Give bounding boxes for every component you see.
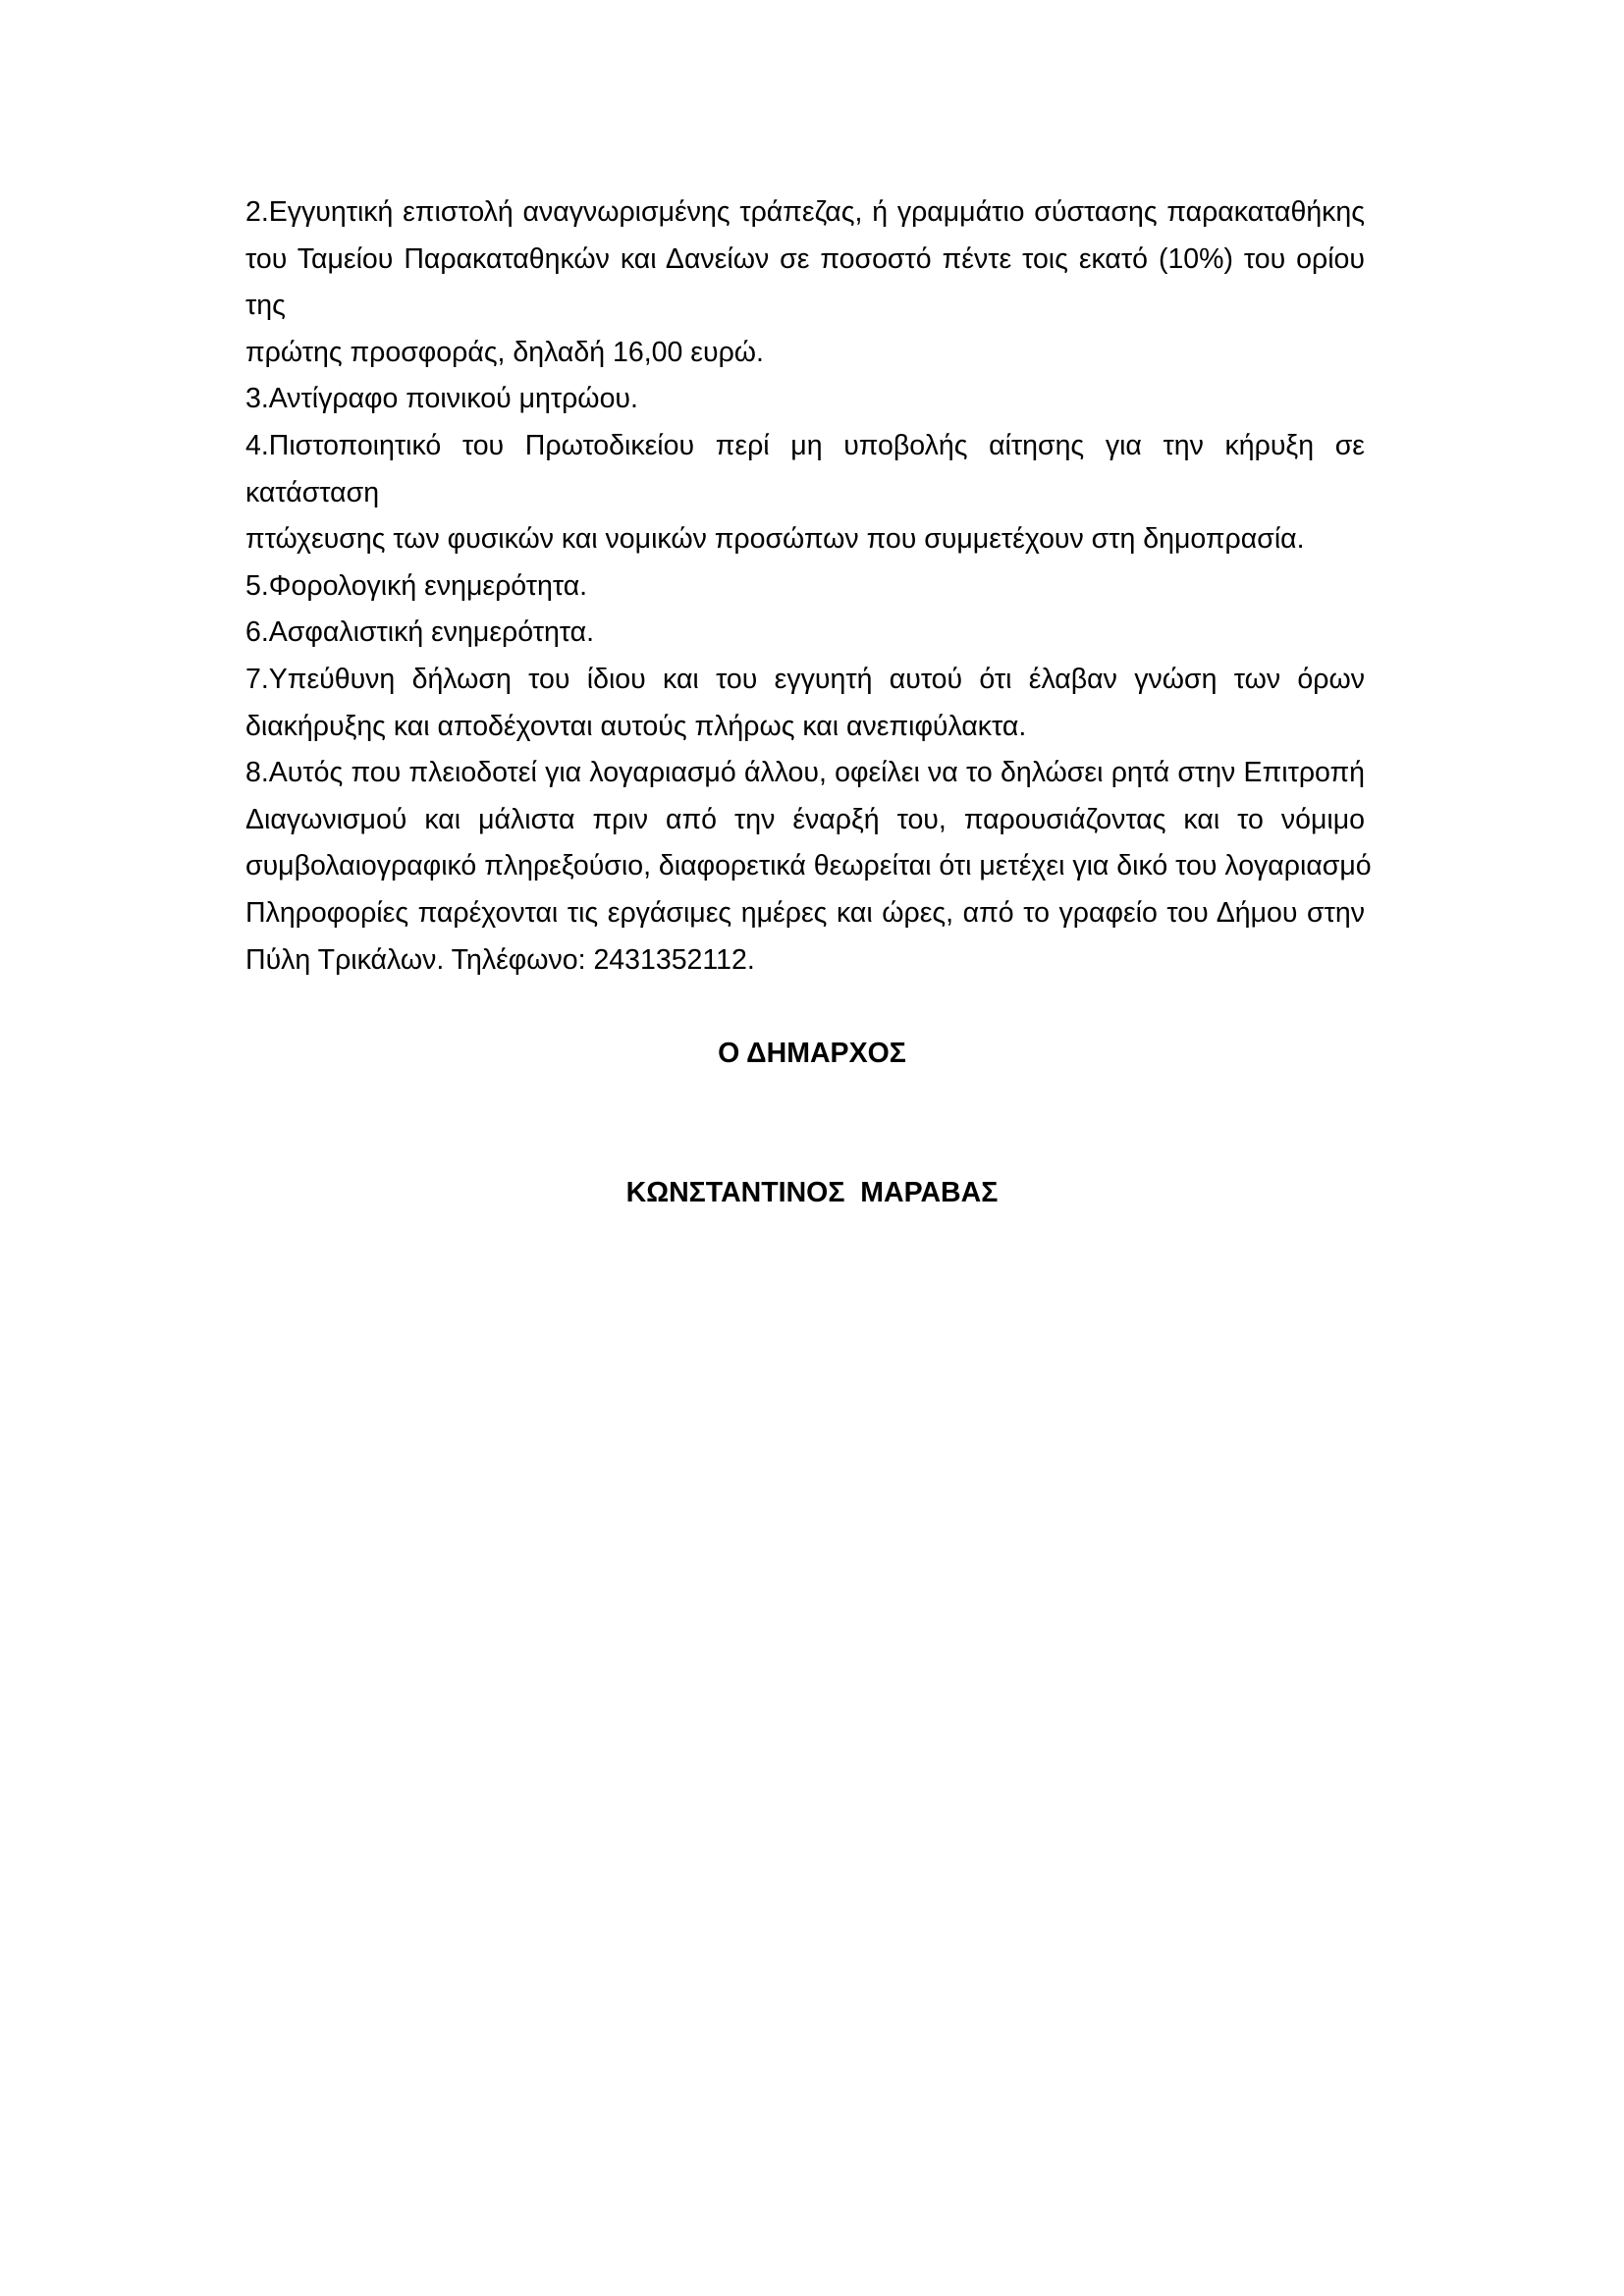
signature-name: ΚΩΝΣΤΑΝΤΙΝΟΣ ΜΑΡΑΒΑΣ (625, 1177, 999, 1209)
text-line: του Ταμείου Παρακαταθηκών και Δανείων σε ποσοστό πέντε τοις εκατό (10%) του ορίου της (245, 242, 1365, 322)
text-line: πρώτης προσφοράς, δηλαδή 16,00 ευρώ. (245, 336, 764, 368)
text-line: 8.Αυτός που πλειοδοτεί για λογαριασμό άλλου, οφείλει να το δηλώσει ρητά στην Επιτροπή (245, 757, 1365, 789)
text-line: Πληροφορίες παρέχονται τις εργάσιμες ημέρες και ώρες, από το γραφείο του Δήμου στην (245, 896, 1365, 929)
paragraph-item-3-criminal-record (245, 376, 1365, 423)
paragraph-item-4-court-certificate (245, 423, 1365, 563)
paragraph-info-contact (245, 890, 1365, 984)
text-line: 3.Αντίγραφο ποινικού μητρώου. (245, 383, 638, 415)
text-line: 2.Εγγυητική επιστολή αναγνωρισμένης τράπεζας, ή γραμμάτιο σύστασης παρακαταθήκης (245, 196, 1365, 228)
paragraph-item-6-insurance-clearance (245, 610, 1365, 657)
paragraph-item-7-responsible-declaration (245, 657, 1365, 750)
paragraph-item-2-guarantee-letter (245, 189, 1365, 376)
paragraph-item-8-bidding-on-behalf (245, 750, 1372, 890)
text-line: συμβολαιογραφικό πληρεξούσιο, διαφορετικά θεωρείται ότι μετέχει για δικό του λογαριασμό (245, 850, 1372, 882)
signature-block (0, 1031, 1624, 1217)
text-line: 6.Ασφαλιστική ενημερότητα. (245, 616, 595, 649)
text-line: πτώχευσης των φυσικών και νομικών προσώπων που συμμετέχουν στη δημοπρασία. (245, 523, 1305, 556)
text-line: 7.Υπεύθυνη δήλωση του ίδιου και του εγγυητή αυτού ότι έλαβαν γνώση των όρων (245, 663, 1365, 695)
text-line: Διαγωνισμού και μάλιστα πριν από την έναρξή του, παρουσιάζοντας και το νόμιμο (245, 803, 1365, 835)
document-content (0, 189, 1624, 1217)
text-line: 5.Φορολογική ενημερότητα. (245, 569, 588, 602)
text-line: Πύλη Τρικάλων. Τηλέφωνο: 2431352112. (245, 943, 755, 976)
signature-title: Ο ΔΗΜΑΡΧΟΣ (718, 1037, 906, 1069)
text-line: 4.Πιστοποιητικό του Πρωτοδικείου περί μη υποβολής αίτησης για την κήρυξη σε κατάσταση (245, 429, 1365, 508)
paragraph-item-5-tax-clearance (245, 563, 1365, 611)
text-line: διακήρυξης και αποδέχονται αυτούς πλήρως και ανεπιφύλακτα. (245, 710, 1027, 742)
document-body (245, 189, 1372, 984)
